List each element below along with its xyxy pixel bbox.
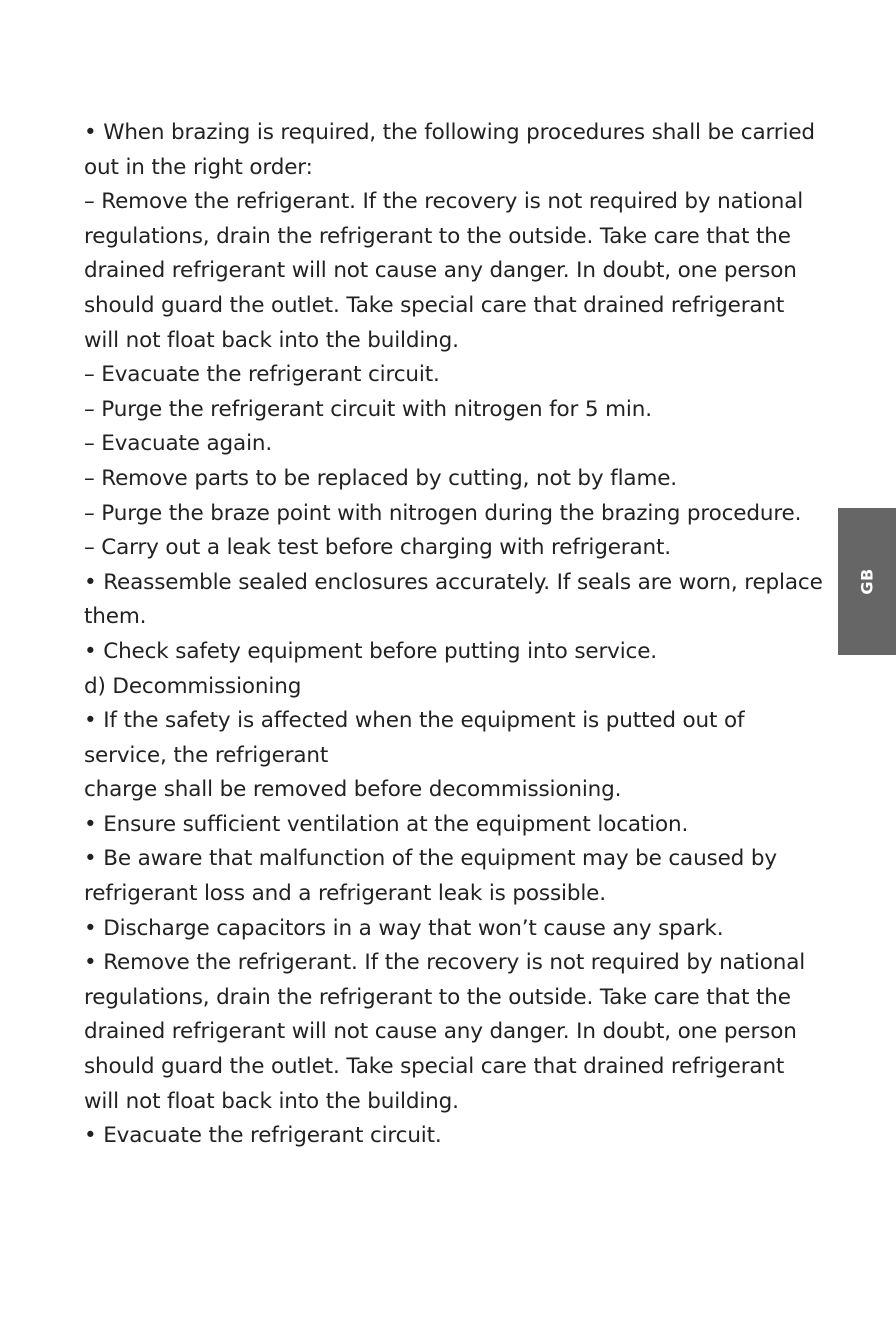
text-line: drained refrigerant will not cause any danger. In doubt, one person (84, 258, 797, 284)
text-line: them. (84, 604, 147, 630)
text-line: will not float back into the building. (84, 1088, 459, 1114)
text-line: regulations, drain the refrigerant to the outside. Take care that the (84, 223, 791, 249)
text-line: • Evacuate the refrigerant circuit. (84, 1123, 442, 1149)
text-line: drained refrigerant will not cause any danger. In doubt, one person (84, 1019, 797, 1045)
text-line: – Remove parts to be replaced by cutting, not by flame. (84, 465, 677, 491)
text-line: • Reassemble sealed enclosures accurately. If seals are worn, replace (84, 569, 823, 595)
text-line: service, the refrigerant (84, 742, 329, 768)
text-line: • Ensure sufficient ventilation at the equipment location. (84, 811, 689, 837)
text-line: – Purge the refrigerant circuit with nitrogen for 5 min. (84, 396, 652, 422)
text-line: refrigerant loss and a refrigerant leak is possible. (84, 881, 606, 907)
text-line: should guard the outlet. Take special care that drained refrigerant (84, 1054, 785, 1080)
document-body (84, 116, 834, 1154)
text-line: – Evacuate the refrigerant circuit. (84, 362, 440, 388)
text-line: – Purge the braze point with nitrogen during the brazing procedure. (84, 500, 802, 526)
text-line: will not float back into the building. (84, 327, 459, 353)
section-heading: d) Decommissioning (84, 673, 302, 699)
text-line: • Remove the refrigerant. If the recovery is not required by national (84, 950, 806, 976)
text-line: – Carry out a leak test before charging with refrigerant. (84, 535, 671, 561)
text-line: – Remove the refrigerant. If the recovery is not required by national (84, 189, 804, 215)
text-line: regulations, drain the refrigerant to the outside. Take care that the (84, 984, 791, 1010)
text-line: • Discharge capacitors in a way that won’t cause any spark. (84, 915, 724, 941)
text-line: • When brazing is required, the following procedures shall be carried (84, 120, 815, 145)
text-line: should guard the outlet. Take special care that drained refrigerant (84, 292, 785, 318)
text-line: • Be aware that malfunction of the equipment may be caused by (84, 846, 777, 872)
text-line: • If the safety is affected when the equipment is putted out of (84, 708, 745, 734)
text-line: – Evacuate again. (84, 431, 273, 457)
text-line: out in the right order: (84, 154, 313, 180)
text-line: • Check safety equipment before putting into service. (84, 638, 657, 664)
language-tab (838, 508, 896, 655)
text-line: charge shall be removed before decommissioning. (84, 777, 622, 803)
language-tab-label: GB (857, 568, 877, 595)
